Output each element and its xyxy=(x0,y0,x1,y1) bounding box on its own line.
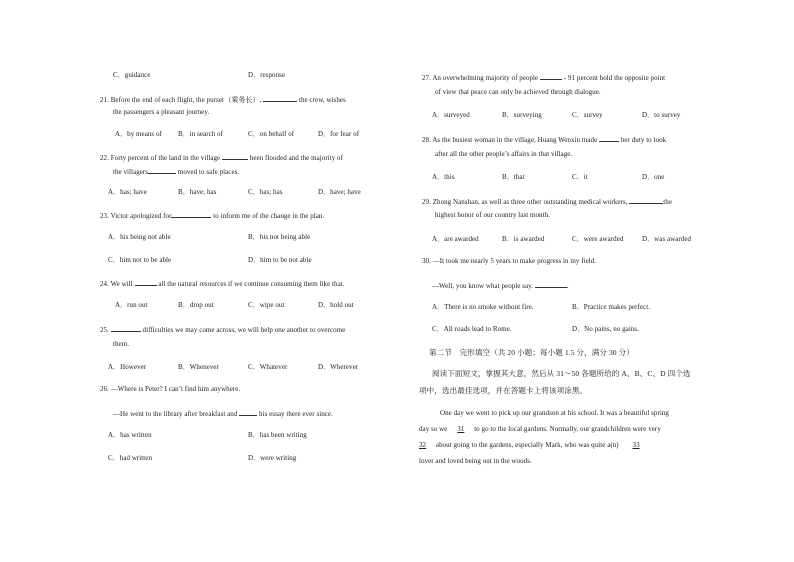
q25-stem: 25. difficulties we may come across, we will help one another to overcome xyxy=(100,326,346,334)
q27-stem-line2: of view that peace can only be achieved through dialogue. xyxy=(435,88,601,96)
q22-option-b: B．have; has xyxy=(178,188,217,196)
q28-stem: 28. As the busiest woman in the village, Huang Wenxiu made her duty to look xyxy=(422,136,667,144)
q21-option-c: C．on behalf of xyxy=(248,130,295,138)
q24-option-c: C．wipe out xyxy=(248,301,285,309)
q29-stem: 29. Zhong Nanshan, as well as three other outstanding medical workers, the xyxy=(422,198,672,206)
q22-option-a: A．has; have xyxy=(108,188,147,196)
q20-option-c: C．guidance xyxy=(113,71,151,79)
q30-option-a: A．There is no smoke without fire. xyxy=(432,303,534,311)
q27-stem: 27. An overwhelming majority of people - 91 percent hold the opposite point xyxy=(422,74,666,82)
q29-stem-line2: highest honor of our country last month. xyxy=(435,211,550,219)
q25-stem-line2: them. xyxy=(113,340,129,348)
q30-option-d: D．No pains, no gains. xyxy=(572,325,639,333)
q26-stem-line2: —He went to the library after breakfast and his essay there ever since. xyxy=(113,410,333,418)
q21-option-d: D．for fear of xyxy=(318,130,360,138)
passage-line1: One day we went to pick up our grandson at his school. It was a beautiful spring xyxy=(440,409,669,417)
blank-32: 32 xyxy=(419,441,427,449)
answer-blank xyxy=(148,166,176,174)
q22-option-c: C．has; has xyxy=(248,188,283,196)
q26-stem: 26. —Where is Peter? I can’t find him anywhere. xyxy=(100,385,241,393)
q27-option-a: A．surveyed xyxy=(432,111,470,119)
q22-option-d: D．have; have xyxy=(318,188,361,196)
q23-option-b: B．his not being able xyxy=(248,233,311,241)
q30-stem: 30. —It took me nearly 5 years to make progress in my field. xyxy=(422,257,597,265)
q23-option-c: C．him not to be able xyxy=(108,256,172,264)
blank-33: 33 xyxy=(632,441,640,449)
passage-line2: day so we 31 to go to the local gardens. Normally, our grandchildren were very xyxy=(419,425,661,433)
q28-option-d: D．one xyxy=(642,173,665,181)
section-instructions-line1: 阅读下面短文，掌握其大意，然后从 31～50 各题所给的 A、B、C、D 四个选 xyxy=(432,369,691,378)
q24-option-b: B．drop out xyxy=(178,301,214,309)
answer-blank xyxy=(629,196,663,204)
q23-stem: 23. Victor apologized for to inform me of the change in the plan. xyxy=(100,212,325,220)
passage-line3: 32 about going to the gardens, especially Mark, who was quite a(n) 33 xyxy=(419,441,640,449)
section-instructions-line2: 项中，选出最佳选项，并在答题卡上将该项涂黑。 xyxy=(419,386,588,395)
answer-blank xyxy=(222,152,248,160)
q25-option-b: B．Whenever xyxy=(178,363,219,371)
q26-option-a: A．has written xyxy=(108,431,152,439)
q24-option-d: D．hold out xyxy=(318,301,354,309)
q21-option-a: A．by means of xyxy=(115,130,162,138)
answer-blank xyxy=(171,210,211,218)
q28-option-a: A．this xyxy=(432,173,455,181)
blank-31: 31 xyxy=(457,425,465,433)
answer-blank xyxy=(263,94,297,102)
q26-option-c: C．had written xyxy=(108,454,153,462)
q30-option-c: C．All roads lead to Rome. xyxy=(432,325,512,333)
q24-option-a: A．run out xyxy=(115,301,148,309)
answer-blank xyxy=(111,324,141,332)
q23-option-a: A．his being not able xyxy=(108,233,171,241)
answer-blank xyxy=(535,280,567,288)
q21-stem: 21. Before the end of each flight, the purser（乘务长）, the crew, wishes xyxy=(100,96,346,104)
q26-option-d: D．were writing xyxy=(248,454,297,462)
answer-blank xyxy=(239,408,257,416)
q28-option-c: C．it xyxy=(572,173,588,181)
q22-stem-line2: the villagers moved to safe places. xyxy=(113,168,240,176)
answer-blank xyxy=(599,134,619,142)
q29-option-d: D．was awarded xyxy=(642,235,692,243)
q28-stem-line2: after all the other people’s affairs in that village. xyxy=(435,150,573,158)
q24-stem: 24. We will all the natural resources if we continue consuming them like that. xyxy=(100,280,345,288)
q29-option-a: A．are awarded xyxy=(432,235,479,243)
q29-option-b: B．is awarded xyxy=(502,235,545,243)
q29-option-c: C．were awarded xyxy=(572,235,624,243)
answer-blank xyxy=(135,278,157,286)
q25-option-a: A．However xyxy=(108,363,147,371)
q26-option-b: B．has been writing xyxy=(248,431,307,439)
q20-option-d: D．response xyxy=(248,71,286,79)
passage-line4: lover and loved being out in the woods. xyxy=(419,457,532,465)
q21-stem-line2: the passengers a pleasant journey. xyxy=(113,108,210,116)
q25-option-c: C．Whatever xyxy=(248,363,288,371)
q28-option-b: B．that xyxy=(502,173,525,181)
q30-option-b: B．Practice makes perfect. xyxy=(572,303,651,311)
q23-option-d: D．him to be not able xyxy=(248,256,312,264)
section-heading: 第二节 完形填空（共 20 小题；每小题 1.5 分，满分 30 分） xyxy=(429,348,634,357)
q27-option-c: C．survey xyxy=(572,111,603,119)
q27-option-d: D．to survey xyxy=(642,111,681,119)
q21-option-b: B．in search of xyxy=(178,130,224,138)
q30-stem-line2: —Well, you know what people say. . xyxy=(432,282,569,290)
q27-option-b: B．surveying xyxy=(502,111,542,119)
q25-option-d: D．Wherever xyxy=(318,363,359,371)
answer-blank xyxy=(540,72,562,80)
q22-stem: 22. Forty percent of the land in the village been flooded and the majority of xyxy=(100,154,343,162)
